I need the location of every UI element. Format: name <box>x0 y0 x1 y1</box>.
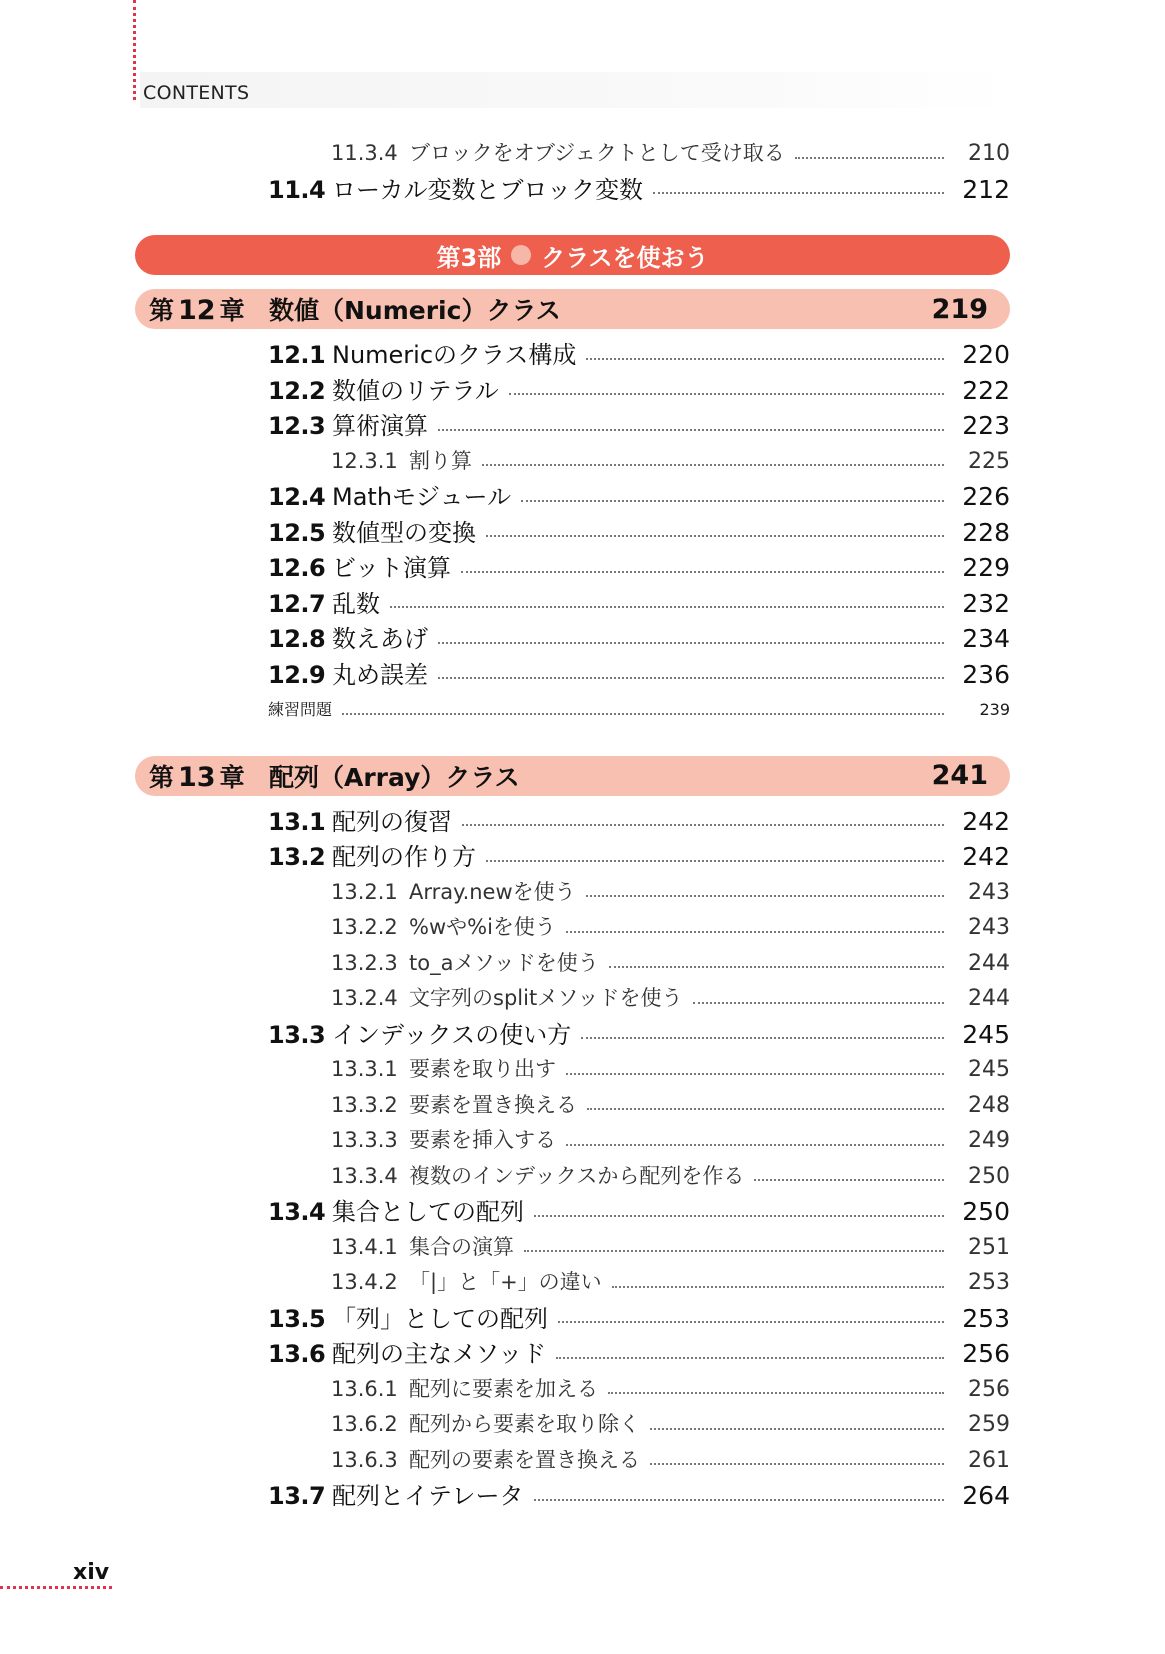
table-of-contents <box>135 136 1010 1514</box>
chapter-title: 数値（Numeric）クラス <box>269 296 561 325</box>
page-ref: 251 <box>968 1234 1010 1260</box>
dot-leader <box>566 1144 944 1146</box>
section-number: 13.3.4 <box>331 1163 398 1188</box>
page-ref: 243 <box>968 915 1010 940</box>
page-ref: 250 <box>962 1197 1010 1226</box>
toc-section-entry[interactable] <box>135 692 1010 728</box>
page-ref: 234 <box>962 624 1010 653</box>
page-ref: 261 <box>968 1447 1010 1473</box>
toc-section-entry[interactable] <box>135 657 1010 693</box>
page-ref: 239 <box>979 700 1010 719</box>
toc-subsection-entry[interactable] <box>135 910 1010 946</box>
section-title: 数えあげ <box>332 625 428 653</box>
section-number: 12.3 <box>268 412 326 440</box>
section-number: 12.8 <box>268 625 326 653</box>
toc-section-entry[interactable] <box>135 408 1010 444</box>
section-title: Numericのクラス構成 <box>332 341 577 369</box>
dot-leader <box>693 1002 945 1004</box>
section-number: 13.2.4 <box>331 986 398 1010</box>
chapter-label <box>149 758 269 794</box>
section-number: 13.6.2 <box>331 1412 398 1436</box>
page-ref: 243 <box>968 879 1010 905</box>
dot-leader <box>486 860 944 862</box>
page-ref: 228 <box>962 517 1010 547</box>
toc-subsection-entry[interactable] <box>135 1265 1010 1301</box>
chapter-prefix: 第 <box>149 762 175 792</box>
section-title: 丸め誤差 <box>332 660 428 689</box>
toc-subsection-entry[interactable] <box>135 1052 1010 1088</box>
section-title: 数値型の変換 <box>332 518 476 547</box>
page-ref: 210 <box>968 141 1010 166</box>
dot-leader <box>566 931 944 933</box>
toc-section-entry[interactable] <box>135 479 1010 515</box>
section-number: 12.7 <box>268 589 326 618</box>
section-title: ビット演算 <box>332 554 452 582</box>
chapter-number: 13 <box>178 761 216 793</box>
section-title: Mathモジュール <box>332 483 512 511</box>
section-title: 配列から要素を取り除く <box>409 1412 640 1436</box>
bullet-dot-icon <box>511 245 531 265</box>
page-ref: 223 <box>962 411 1010 440</box>
section-number: 12.2 <box>268 376 326 405</box>
section-title: %wや%iを使う <box>409 915 556 939</box>
section-number: 13.3.1 <box>331 1057 398 1081</box>
toc-subsection-entry[interactable] <box>135 1372 1010 1408</box>
section-title: 要素を挿入する <box>409 1128 556 1152</box>
toc-section-entry[interactable] <box>135 337 1010 373</box>
dot-leader <box>534 1499 944 1501</box>
part-label: 第3部 <box>436 243 502 272</box>
section-title: 要素を取り出す <box>409 1057 556 1081</box>
section-title: 集合の演算 <box>409 1234 514 1259</box>
section-number: 13.3 <box>268 1020 326 1049</box>
section-number: 12.6 <box>268 554 326 582</box>
page-ref: 226 <box>962 482 1010 511</box>
toc-subsection-entry[interactable] <box>135 1407 1010 1443</box>
toc-subsection-entry[interactable] <box>135 136 1010 172</box>
header-band <box>140 72 1010 108</box>
dot-leader <box>612 1286 944 1288</box>
section-title: 配列の要素を置き換える <box>409 1447 640 1472</box>
toc-section-entry[interactable] <box>135 1194 1010 1230</box>
page-ref: 242 <box>962 842 1010 871</box>
chapter-number: 12 <box>178 295 216 326</box>
section-title: ローカル変数とブロック変数 <box>332 175 644 204</box>
section-number: 13.5 <box>268 1304 326 1333</box>
section-title: 配列とイテレータ <box>332 1482 524 1510</box>
dot-leader <box>509 393 944 395</box>
section-number: 13.2 <box>268 843 326 871</box>
dot-leader <box>486 535 944 537</box>
section-title: 乱数 <box>332 589 380 618</box>
section-title: 数値のリテラル <box>332 376 499 405</box>
dot-leader <box>482 464 944 466</box>
section-number: 13.6.3 <box>331 1447 398 1472</box>
dot-leader <box>524 1250 944 1252</box>
dot-leader <box>462 824 944 826</box>
section-number: 13.1 <box>268 807 326 836</box>
section-number: 13.6 <box>268 1340 326 1368</box>
section-number: 13.2.1 <box>331 879 398 904</box>
section-number: 13.4 <box>268 1198 326 1226</box>
chapter-spacer <box>135 728 1010 742</box>
toc-section-entry[interactable] <box>135 1017 1010 1053</box>
page-ref: 222 <box>962 375 1010 405</box>
page-ref: 225 <box>968 448 1010 474</box>
section-number: 13.7 <box>268 1482 326 1510</box>
toc-section-entry[interactable] <box>135 621 1010 657</box>
chapters <box>135 289 1010 1514</box>
dot-leader <box>342 713 944 715</box>
dot-leader <box>558 1321 944 1323</box>
page-ref: 250 <box>968 1163 1010 1189</box>
section-title: 「列」としての配列 <box>332 1304 548 1333</box>
dot-leader <box>587 1108 944 1110</box>
part-title: クラスを使おう <box>541 243 709 272</box>
section-number: 12.4 <box>268 483 326 511</box>
dot-leader <box>795 157 944 159</box>
page-ref: 229 <box>962 553 1010 582</box>
chapter-label <box>149 291 269 327</box>
section-title: 練習問題 <box>268 700 333 719</box>
chapter-title: 配列（Array）クラス <box>269 762 520 792</box>
section-number: 13.4.1 <box>331 1234 398 1259</box>
section-number: 12.9 <box>268 660 326 689</box>
toc-subsection-entry[interactable] <box>135 981 1010 1017</box>
page-ref: 244 <box>968 950 1010 976</box>
toc-subsection-entry[interactable] <box>135 444 1010 480</box>
toc-subsection-entry[interactable] <box>135 1159 1010 1195</box>
dot-leader <box>521 500 944 502</box>
margin-dotted-line-vertical <box>133 0 136 100</box>
section-number: 11.4 <box>268 175 326 204</box>
toc-section-entry[interactable] <box>135 839 1010 875</box>
section-title: 複数のインデックスから配列を作る <box>409 1163 745 1188</box>
section-title: 配列に要素を加える <box>409 1376 598 1401</box>
dot-leader <box>754 1179 944 1181</box>
toc-section-entry[interactable] <box>135 1478 1010 1514</box>
section-number: 13.2.2 <box>331 915 398 939</box>
toc-section-entry[interactable] <box>135 515 1010 551</box>
toc-section-entry[interactable] <box>135 1336 1010 1372</box>
section-title: 算術演算 <box>332 412 428 440</box>
dot-leader <box>556 1357 944 1359</box>
toc-subsection-entry[interactable] <box>135 1088 1010 1124</box>
toc-section-entry[interactable] <box>135 1301 1010 1337</box>
dot-leader <box>653 192 944 194</box>
section-title: 文字列のsplitメソッドを使う <box>409 986 683 1010</box>
toc-subsection-entry[interactable] <box>135 1123 1010 1159</box>
page-ref: 264 <box>962 1481 1010 1510</box>
section-title: 配列の主なメソッド <box>332 1340 547 1368</box>
section-title: インデックスの使い方 <box>332 1020 572 1049</box>
chapter-suffix: 章 <box>219 762 245 792</box>
chapter-heading[interactable] <box>135 756 1010 796</box>
section-title: 要素を置き換える <box>409 1092 577 1117</box>
section-title: 配列の復習 <box>332 807 452 836</box>
toc-section-entry[interactable] <box>135 550 1010 586</box>
toc-section-entry[interactable] <box>135 804 1010 840</box>
toc-subsection-entry[interactable] <box>135 875 1010 911</box>
dot-leader <box>461 571 944 573</box>
page-ref: 232 <box>962 588 1010 618</box>
section-title: 配列の作り方 <box>332 843 476 871</box>
page-ref: 249 <box>968 1128 1010 1153</box>
section-number: 13.2.3 <box>331 950 398 975</box>
dot-leader <box>438 677 944 679</box>
section-number: 13.6.1 <box>331 1376 398 1401</box>
page-ref: 245 <box>968 1057 1010 1082</box>
section-title: 割り算 <box>409 448 472 473</box>
toc-section-entry[interactable] <box>135 172 1010 208</box>
page-ref: 256 <box>962 1339 1010 1368</box>
margin-dotted-line-horizontal <box>0 1586 112 1589</box>
page-number: xiv <box>73 1560 110 1585</box>
section-number: 13.4.2 <box>331 1270 398 1294</box>
dot-leader <box>650 1428 944 1430</box>
chapter-heading[interactable] <box>135 289 1010 329</box>
chapter-prefix: 第 <box>149 296 175 325</box>
intro-entries <box>135 136 1010 207</box>
dot-leader <box>566 1073 944 1075</box>
section-number: 13.3.2 <box>331 1092 398 1117</box>
dot-leader <box>390 606 944 608</box>
dot-leader <box>586 895 944 897</box>
toc-subsection-entry[interactable] <box>135 946 1010 982</box>
toc-subsection-entry[interactable] <box>135 1443 1010 1479</box>
page-ref: 245 <box>962 1019 1010 1049</box>
section-title: 「|」と「+」の違い <box>409 1270 602 1294</box>
running-head: CONTENTS <box>143 82 250 104</box>
dot-leader <box>534 1215 944 1217</box>
chapter-suffix: 章 <box>219 296 245 325</box>
dot-leader <box>586 358 944 360</box>
section-number: 12.3.1 <box>331 448 398 473</box>
section-title: ブロックをオブジェクトとして受け取る <box>409 141 785 165</box>
chapter-page: 241 <box>931 760 988 791</box>
toc-section-entry[interactable] <box>135 373 1010 409</box>
page-ref: 259 <box>968 1412 1010 1437</box>
dot-leader <box>608 1392 944 1394</box>
page-ref: 244 <box>968 986 1010 1011</box>
dot-leader <box>650 1463 944 1465</box>
toc-section-entry[interactable] <box>135 586 1010 622</box>
dot-leader <box>581 1037 944 1039</box>
section-title: to_aメソッドを使う <box>409 950 599 975</box>
page-ref: 236 <box>962 659 1010 689</box>
section-number: 12.1 <box>268 341 326 369</box>
section-title: Array.newを使う <box>409 879 576 904</box>
page-ref: 253 <box>962 1303 1010 1333</box>
page-ref: 242 <box>962 806 1010 836</box>
page-ref: 212 <box>962 174 1010 204</box>
dot-leader <box>438 429 944 431</box>
section-title: 集合としての配列 <box>332 1198 524 1226</box>
section-number: 11.3.4 <box>331 141 398 165</box>
page-ref: 248 <box>968 1092 1010 1118</box>
part-banner <box>135 235 1010 275</box>
page-ref: 256 <box>968 1376 1010 1402</box>
chapter-page: 219 <box>931 293 988 325</box>
toc-subsection-entry[interactable] <box>135 1230 1010 1266</box>
page-ref: 220 <box>962 340 1010 369</box>
section-number: 12.5 <box>268 518 326 547</box>
dot-leader <box>438 642 944 644</box>
section-number: 13.3.3 <box>331 1128 398 1152</box>
page-ref: 253 <box>968 1270 1010 1295</box>
dot-leader <box>609 966 944 968</box>
